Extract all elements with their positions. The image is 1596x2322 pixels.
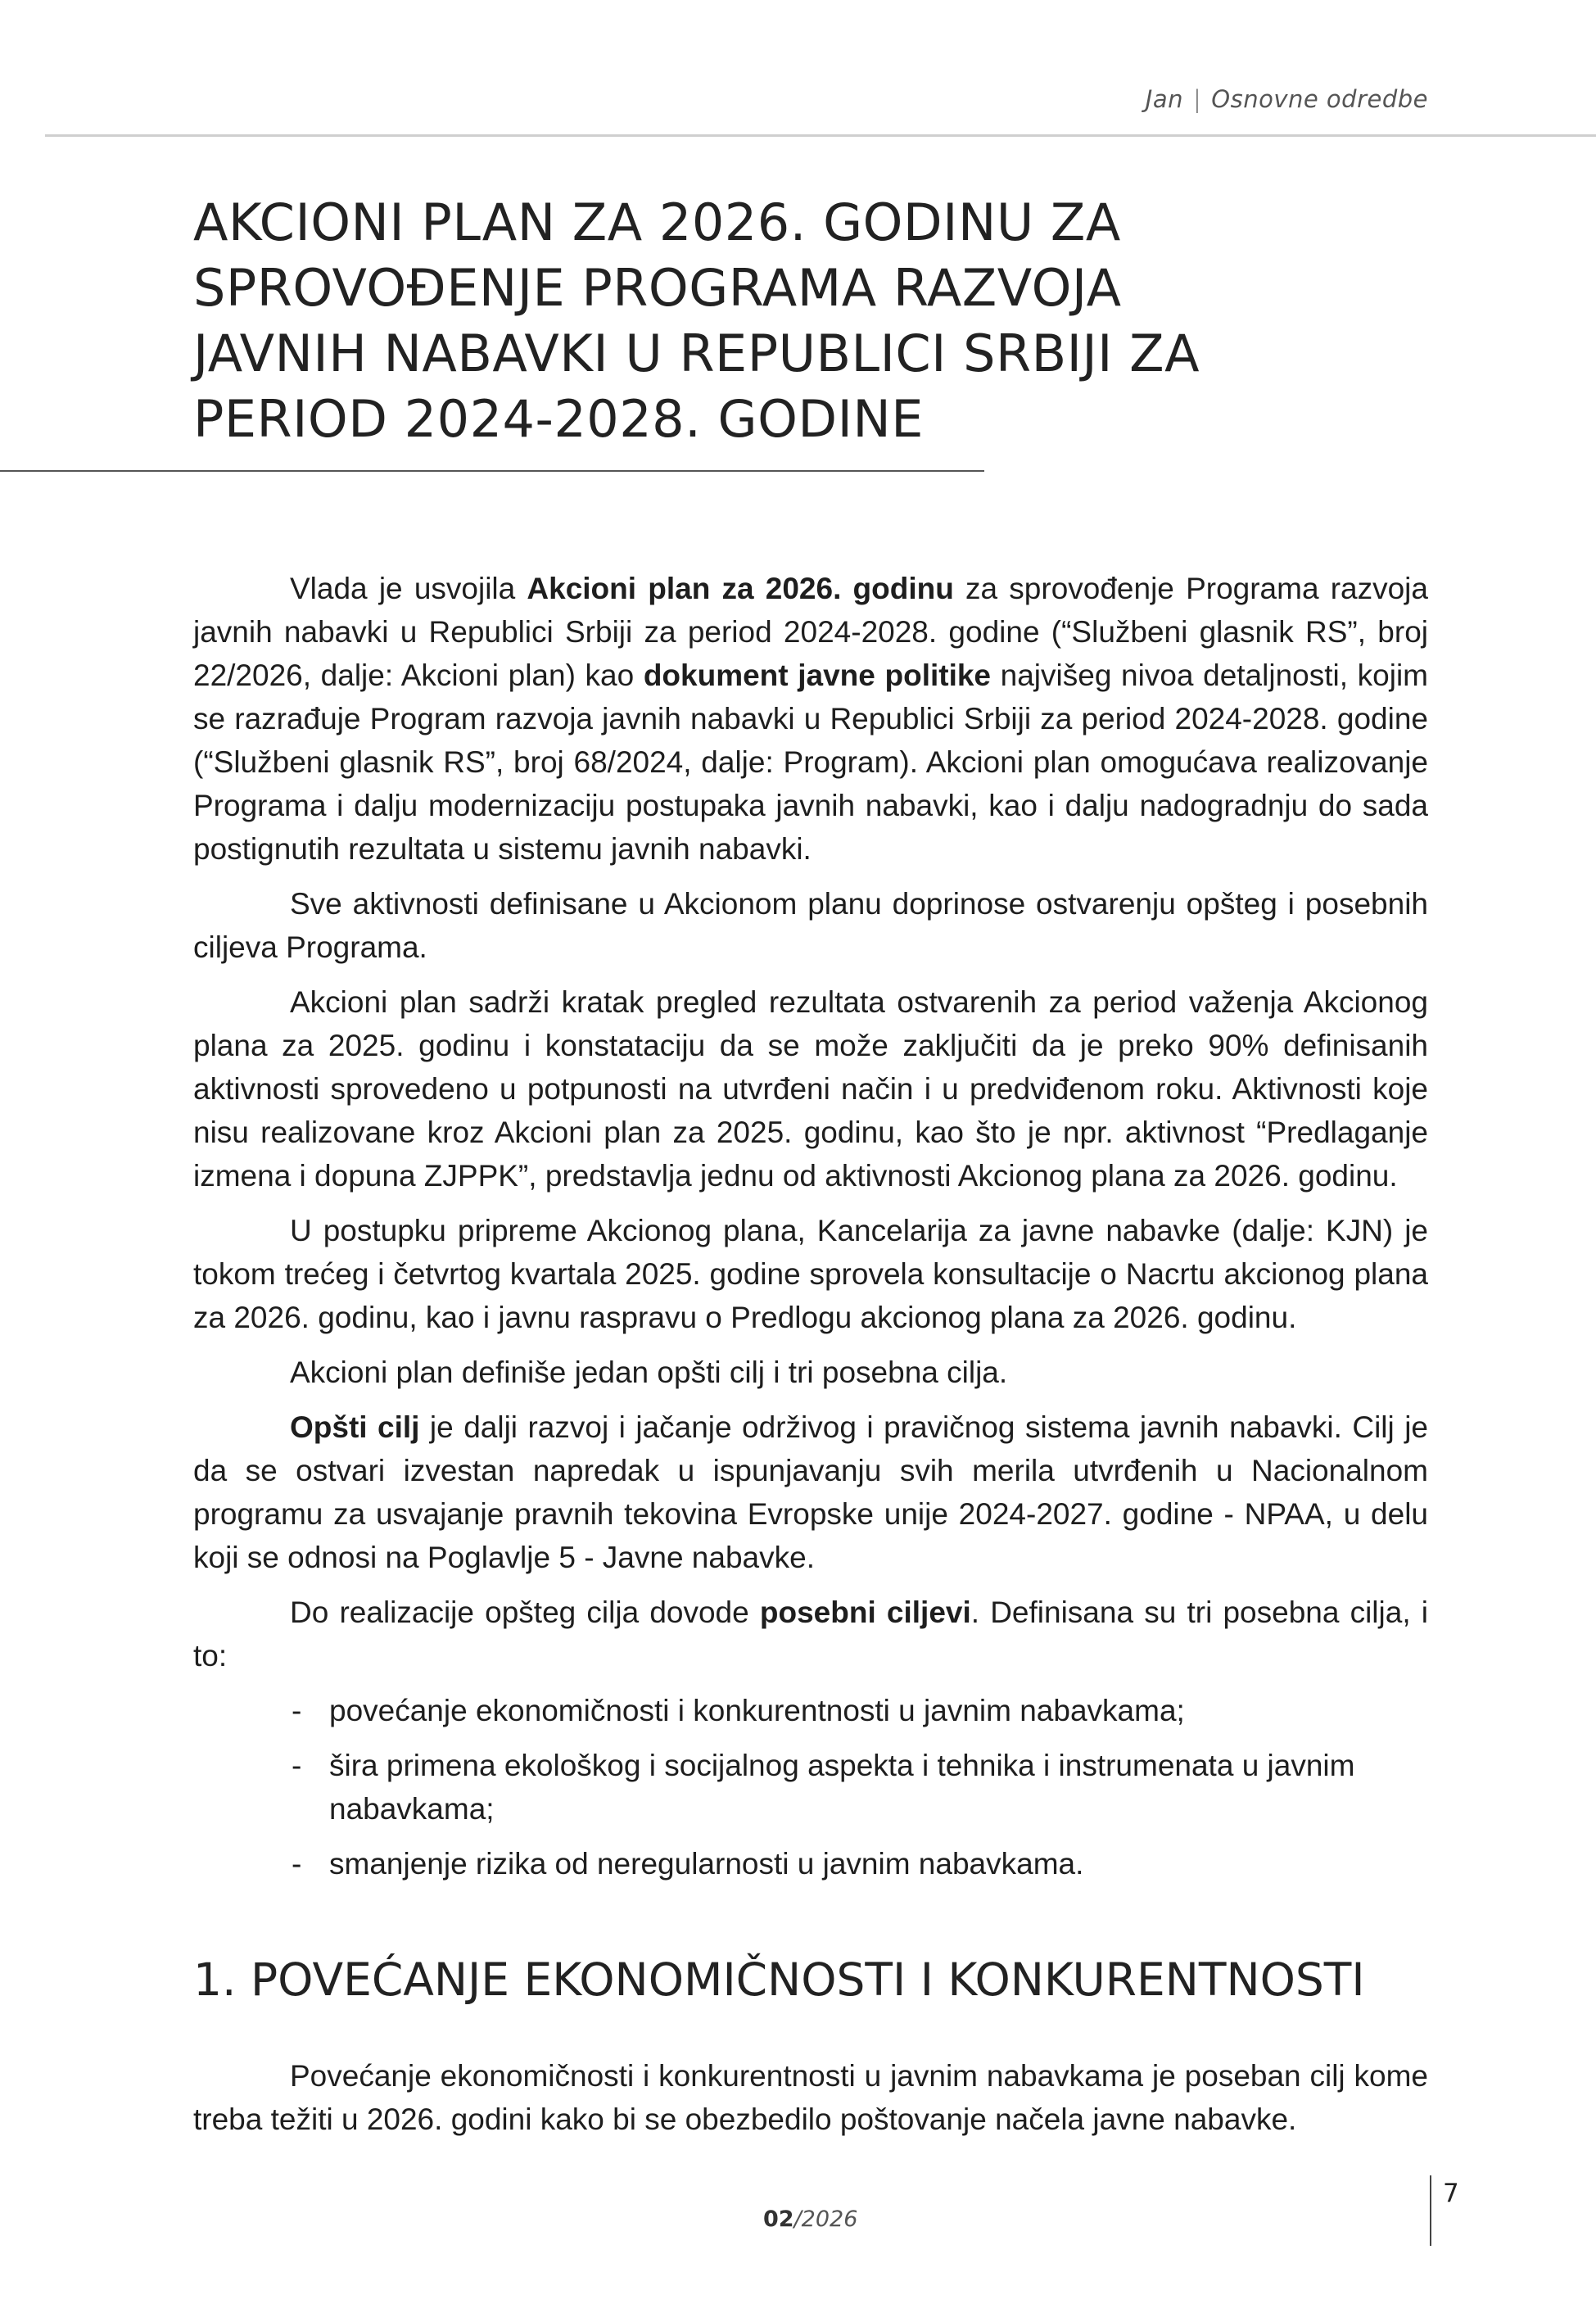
running-header-section: Osnovne odredbe: [1211, 85, 1428, 113]
page-number-rule: [1430, 2175, 1431, 2246]
dash-bullet: -: [292, 1694, 302, 1727]
paragraph: Do realizacije opšteg cilja dovode posebni ciljevi. Definisana su tri posebna cilja, i to:: [193, 1596, 1428, 1672]
paragraph: Sve aktivnosti definisane u Akcionom planu doprinose ostvarenju opšteg i posebnih ciljeva Programa.: [193, 887, 1428, 964]
paragraph: Akcioni plan sadrži kratak pregled rezultata ostvarenih za period važenja Akcionog plana za 2025. godinu i konstataciju da se može zaključiti da je preko 90% definisanih aktivnosti sprovedeno u potpunosti na utvrđeni način i u predviđenom roku. Aktivnosti koje nisu realizovane kroz Akcioni plan za 2025. godinu, kao što je npr. aktivnost “Predlaganje izmena i dopuna ZJPPK”, predstavlja jednu od aktivnosti Akcionog plana za 2026. godinu.: [193, 985, 1428, 1193]
dash-bullet: -: [292, 1847, 302, 1881]
paragraph: Povećanje ekonomičnosti i konkurentnosti u javnim nabavkama je poseban cilj kome treba težiti u 2026. godini kako bi se obezbedilo poštovanje načela javne nabavke.: [193, 2059, 1428, 2136]
paragraph: Akcioni plan definiše jedan opšti cilj i tri posebna cilja.: [290, 1356, 1008, 1389]
bold-phrase: dokument javne politike: [643, 659, 992, 692]
paragraph: Vlada je usvojila Akcioni plan za 2026. godinu za sprovođenje Programa razvoja javnih nabavki u Republici Srbiji za period 2024-2028. godine (“Službeni glasnik RS”, broj 22/2026, dalje: Akcioni plan) kao dokument javne politike najvišeg nivoa detaljnosti, kojim se razrađuje Program razvoja javnih nabavki u Republici Srbiji za period 2024-2028. godine (“Službeni glasnik RS”, broj 68/2024, dalje: Program). Akcioni plan omogućava realizovanje Programa i dalju modernizaciju postupaka javnih nabavki, kao i dalju nadogradnju do sada postignutih rezultata u sistemu javnih nabavki.: [193, 572, 1428, 866]
issue-label: [763, 2207, 857, 2232]
paragraph: Opšti cilj je dalji razvoj i jačanje održivog i pravičnog sistema javnih nabavki. Cilj je da se ostvari izvestan napredak u ispunjavanju svih merila utvrđenih u Nacionalnom programu za usvajanje pravnih tekovina Evropske unije 2024-2027. godine - NPAA, u delu koji se odnosi na Poglavlje 5 - Javne nabavke.: [193, 1410, 1428, 1574]
list-item: - šira primena ekološkog i socijalnog aspekta i tehnika i instrumenata u javnim nabavkama;: [329, 1744, 1428, 1831]
section-body: [193, 2054, 1428, 2141]
paragraph: U postupku pripreme Akcionog plana, Kancelarija za javne nabavke (dalje: KJN) je tokom trećeg i četvrtog kvartala 2025. godine sprovela konsultacije o Nacrtu akcionog plana za 2026. godinu, kao i javnu raspravu o Predlogu akcionog plana za 2026. godinu.: [193, 1214, 1428, 1334]
title-rule: [0, 470, 984, 472]
bold-phrase: Opšti cilj: [290, 1410, 420, 1444]
list-item: - povećanje ekonomičnosti i konkurentnosti u javnim nabavkama;: [329, 1689, 1428, 1732]
issue-year: /2026: [793, 2207, 858, 2232]
dash-bullet: -: [292, 1749, 302, 1782]
running-header: [1146, 85, 1428, 113]
list-item: - smanjenje rizika od neregularnosti u javnim nabavkama.: [329, 1842, 1428, 1885]
header-rule: [45, 134, 1596, 137]
objectives-list: [193, 1689, 1428, 1885]
running-header-month: Jan: [1145, 85, 1183, 113]
bold-phrase: Akcioni plan za 2026. godinu: [527, 572, 954, 605]
page-number: 7: [1443, 2179, 1459, 2208]
running-header-separator: |: [1192, 85, 1202, 113]
article-title: AKCIONI PLAN ZA 2026. GODINU ZA SPROVOĐENJE PROGRAMA RAZVOJA JAVNIH NABAVKI U REPUBLICI SRBIJI ZA PERIOD 2024-2028. GODINE: [193, 192, 1200, 449]
section-heading: 1. POVEĆANJE EKONOMIČNOSTI I KONKURENTNOSTI: [193, 1953, 1365, 2006]
issue-number: 02: [763, 2207, 794, 2232]
bold-phrase: posebni ciljevi: [759, 1596, 971, 1629]
article-body: [193, 567, 1428, 1897]
